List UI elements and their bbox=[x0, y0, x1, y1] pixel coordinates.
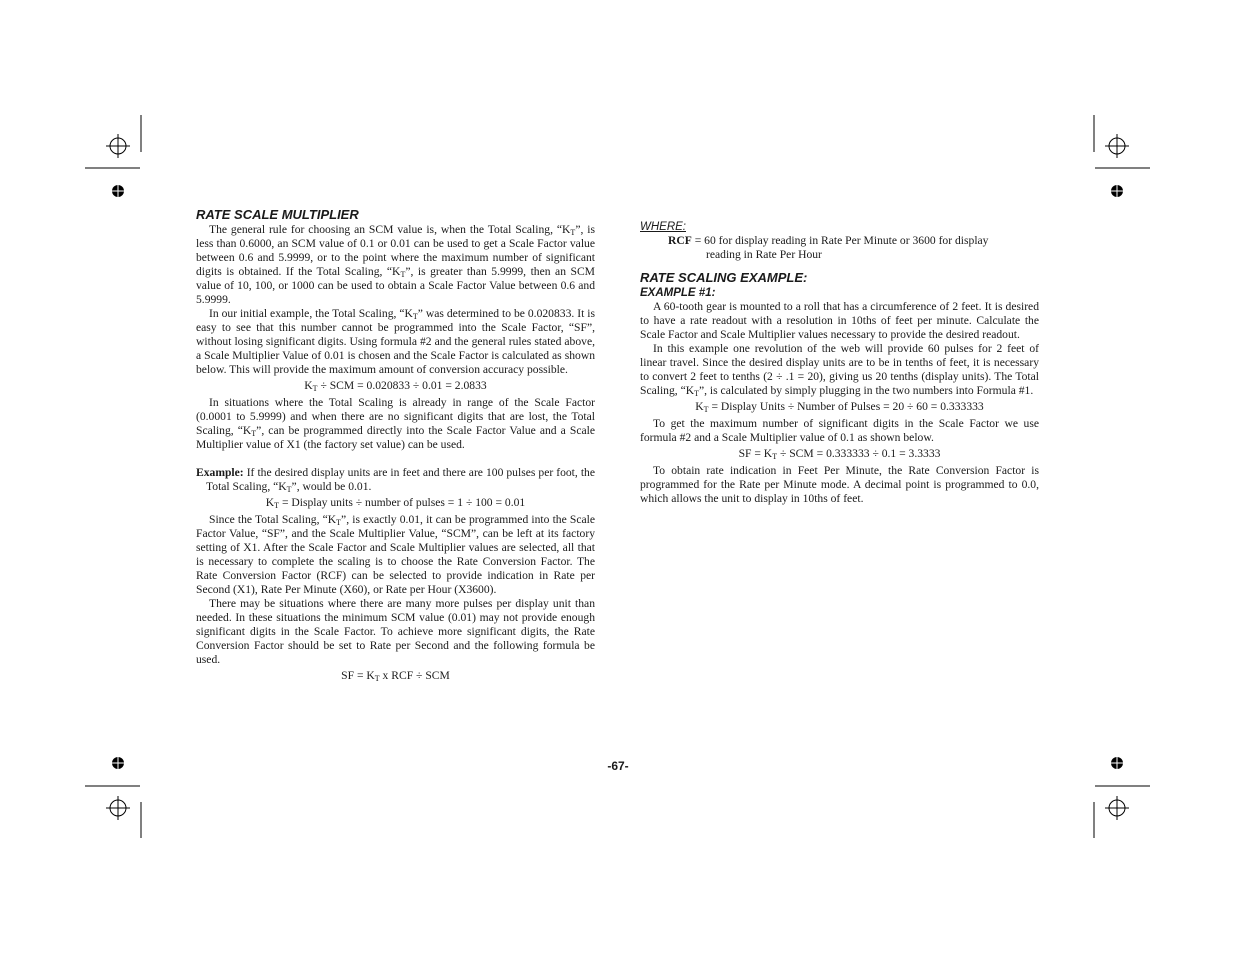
crosshair-mark-bottom-right bbox=[1094, 786, 1150, 838]
equation-sf-formula: SF = $K_T$ x RCF ÷ SCM bbox=[341, 669, 450, 683]
crosshair-mark-top-right bbox=[1094, 115, 1150, 168]
paragraph-max-significant-digits: To get the maximum number of significant digits in the Scale Factor we use formula #2 and a Scale Multiplier value of 0.1 as shown below. bbox=[640, 417, 1039, 444]
equation-total-scaling: $K_T$ = Display units ÷ number of pulses = 1 ÷ 100 = 0.01 bbox=[265, 496, 526, 510]
paragraph-exactly-001: Since the Total Scaling, “$K_T$”, is exactly 0.01, it can be programmed into the Scale Factor Value, “SF”, and the Scale Multiplier Value, “SCM”, can be left at its factory setting of X1. After the Scale Factor and Scale Multiplier values are selected, all that is necessary to complete the scaling is to choose the Rate Conversion Factor. The Rate Conversion Factor (RCF) can be selected to provide indication in Rate per Second (X1), Rate Per Minute (X60), or Rate per Hour (X3600). bbox=[196, 513, 595, 596]
paragraph-web-revolution: In this example one revolution of the web will provide 60 pulses for 2 feet of linear travel. Since the desired display units are to be in tenths of feet, it is necessary to convert 2 feet to tenths (2 ÷ .1 = 20), giving us 20 tenths (display units). The Total Scaling, “$K_T$”, is calculated by simply plugging in the two numbers into Formula #1. bbox=[640, 342, 1039, 398]
crosshair-mark-bottom-left bbox=[85, 786, 141, 838]
page-number: -67- bbox=[607, 759, 629, 773]
paragraph-example: Example: If the desired display units are in feet and there are 100 pulses per foot, the Total Scaling, “$K_T$”, would be 0.01. bbox=[196, 466, 595, 494]
where-label: WHERE: bbox=[640, 221, 686, 233]
paragraph-already-in-range: In situations where the Total Scaling is already in range of the Scale Factor (0.0001 to 5.9999) and when there are no significant digits that are lost, the Total Scaling, “$K_T$”, can be programmed directly into the Scale Factor Value and a Scale Multiplier value of X1 (the factory set value) can be used. bbox=[196, 396, 596, 451]
equation-sf-example: SF = $K_T$ ÷ SCM = 0.333333 ÷ 0.1 = 3.3333 bbox=[738, 447, 941, 461]
registration-dot-top-left bbox=[112, 185, 124, 197]
left-column bbox=[196, 207, 595, 686]
paragraph-initial-example: In our initial example, the Total Scaling, “$K_T$” was determined to be 0.020833. It is easy to see that this number cannot be programmed into the Scale Factor, “SF”, without losing significant digits. Using formula #2 and the general rules stated above, a Scale Multiplier Value of 0.01 is chosen and the Scale Factor is calculated as shown below. This will provide the maximum amount of conversion accuracy possible. bbox=[196, 307, 595, 376]
paragraph-feet-per-minute: To obtain rate indication in Feet Per Minute, the Rate Conversion Factor is programmed for the Rate per Minute mode. A decimal point is programmed to 0.0, which allows the unit to display in 10ths of feet. bbox=[640, 464, 1039, 505]
paragraph-general-rule: The general rule for choosing an SCM value is, when the Total Scaling, “$K_T$”, is less than 0.6000, an SCM value of 0.1 or 0.01 can be used to get a Scale Factor value between 0.6 and 5.9999, or to the point where the maximum number of significant digits is obtained. If the Total Scaling, “$K_T$”, is greater than 5.9999, then an SCM value of 10, 100, or 1000 can be used to obtain a Scale Factor Value between 0.6 and 5.9999. bbox=[196, 223, 595, 306]
equation-scale-factor: $K_T$ ÷ SCM = 0.020833 ÷ 0.01 = 2.0833 bbox=[304, 379, 487, 393]
right-column bbox=[640, 220, 1039, 506]
spacer bbox=[196, 452, 595, 466]
paragraph-gear-example: A 60-tooth gear is mounted to a roll that has a circumference of 2 feet. It is desired to have a rate readout with a resolution in 10ths of feet per minute. Calculate the Scale Factor and Scale Multiplier values necessary to provide the desired readout. bbox=[640, 300, 1039, 341]
registration-dot-bottom-right bbox=[1111, 757, 1123, 769]
paragraph-many-pulses: There may be situations where there are many more pulses per display unit than needed. In these situations the minimum SCM value (0.01) may not provide enough significant digits in the Scale Factor. To achieve more significant digits, the Rate Conversion Factor should be set to Rate per Second and the following formula be used. bbox=[196, 597, 595, 666]
registration-dot-bottom-left bbox=[112, 757, 124, 769]
heading-rate-scaling-example: RATE SCALING EXAMPLE: bbox=[640, 270, 808, 285]
subheading-example-1: EXAMPLE #1: bbox=[640, 287, 716, 299]
equation-total-scaling-example: $K_T$ = Display Units ÷ Number of Pulses = 20 ÷ 60 = 0.333333 bbox=[695, 400, 984, 414]
spacer bbox=[640, 262, 1039, 270]
registration-dot-top-right bbox=[1111, 185, 1123, 197]
crosshair-mark-top-left bbox=[85, 115, 141, 168]
rcf-definition: RCF = 60 for display reading in Rate Per Minute or 3600 for display reading in Rate Per Hour bbox=[668, 234, 989, 261]
heading-rate-scale-multiplier: RATE SCALE MULTIPLIER bbox=[196, 207, 359, 222]
